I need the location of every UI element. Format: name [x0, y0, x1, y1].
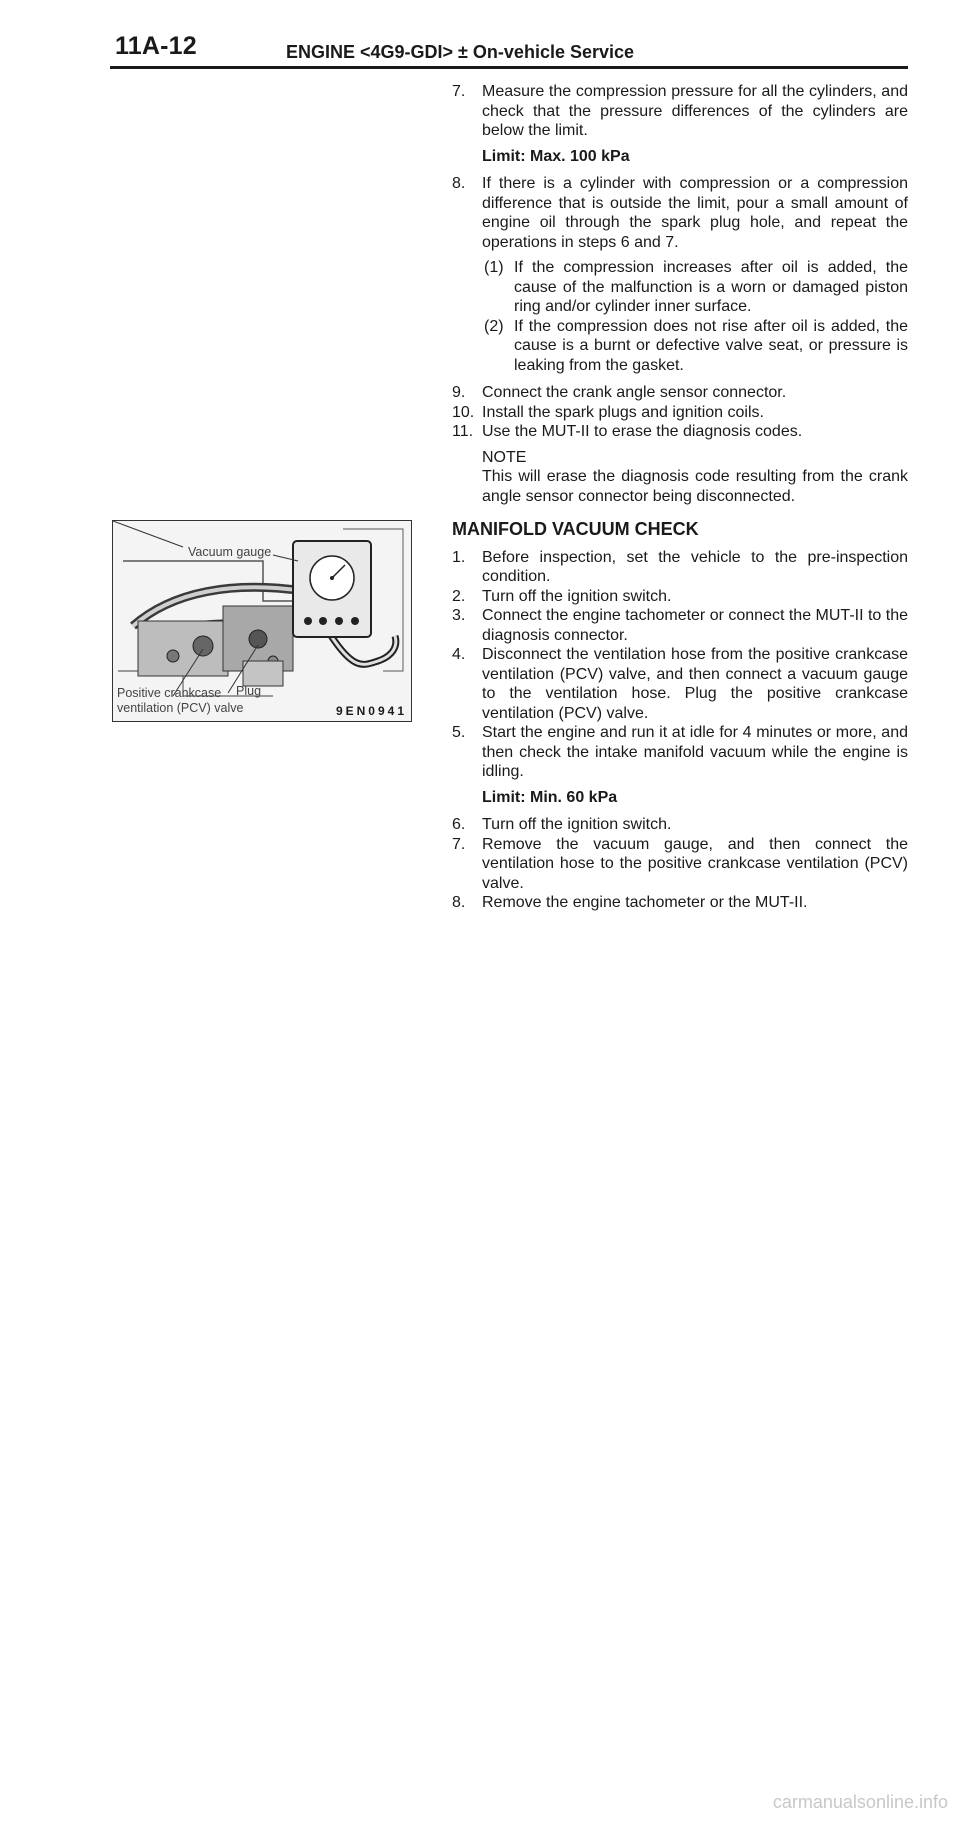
page-header — [110, 30, 908, 66]
header-rule — [110, 66, 908, 69]
compression-step-11 — [452, 422, 908, 442]
step-number: 4. — [452, 646, 466, 663]
manifold-step-4 — [452, 645, 908, 723]
label-plug: Plug — [236, 684, 262, 698]
compression-section — [452, 82, 908, 506]
step-text: Connect the engine tachometer or connect the MUT-II to the diagnosis connector. — [482, 607, 909, 644]
manifold-step-8 — [452, 893, 908, 913]
step-text: Remove the vacuum gauge, and then connect the ventilation hose to the positive crankcase ventilation (PCV) valve. — [482, 835, 908, 892]
step-number: 2. — [452, 587, 466, 605]
figure-code: 9EN0941 — [335, 704, 407, 718]
compression-step-7 — [452, 82, 908, 141]
footer-watermark: carmanualsonline.info — [772, 1792, 948, 1812]
manifold-step-7 — [452, 835, 908, 894]
step-number: 8. — [452, 894, 466, 911]
label-pcv-line1: Positive crankcase — [117, 686, 222, 700]
step-text: If there is a cylinder with compression or a compression difference that is outside the limit, pour a small amount of engine oil through the spark plug hole, and repeat the operations in steps 6 and 7. — [482, 175, 908, 251]
label-pcv-line2: ventilation (PCV) valve — [117, 701, 244, 715]
compression-step-8 — [452, 174, 908, 252]
step-text: Install the spark plugs and ignition coils. — [482, 403, 764, 421]
step-text: Measure the compression pressure for all the cylinders, and check that the pressure differences of the cylinders are below the limit. — [482, 83, 908, 139]
step-number: 7. — [452, 835, 466, 853]
step-text: Remove the engine tachometer or the MUT-II. — [482, 894, 808, 911]
step-text: Use the MUT-II to erase the diagnosis codes. — [482, 423, 803, 440]
substep-text: If the compression does not rise after oil is added, the cause is a burnt or defective valve seat, or pressure is leaking from the gasket. — [514, 317, 908, 374]
manifold-step-6 — [452, 815, 908, 835]
running-title: ENGINE <4G9-GDI> ± On-vehicle Service — [286, 42, 635, 62]
substep-number: (1) — [484, 259, 504, 276]
note-label: NOTE — [482, 448, 527, 466]
step-text: Connect the crank angle sensor connector. — [482, 384, 787, 401]
step-text: Turn off the ignition switch. — [482, 587, 672, 605]
step-number: 1. — [452, 548, 466, 566]
step-number: 5. — [452, 724, 466, 741]
compression-substep-1 — [452, 258, 908, 317]
step-number: 9. — [452, 384, 466, 401]
section-heading: MANIFOLD VACUUM CHECK — [452, 519, 699, 539]
step-number: 8. — [452, 175, 466, 192]
step-text: Start the engine and run it at idle for 4 minutes or more, and then check the intake manifold vacuum while the engine is idling. — [482, 724, 908, 780]
vacuum-gauge-figure — [112, 520, 412, 722]
step-text: Turn off the ignition switch. — [482, 816, 672, 833]
compression-step-9 — [452, 383, 908, 403]
substep-text: If the compression increases after oil is added, the cause of the malfunction is a worn or damaged piston ring and/or cylinder inner surface. — [514, 259, 908, 315]
manifold-section — [452, 520, 908, 913]
compression-limit: Limit: Max. 100 kPa — [482, 147, 630, 165]
step-number: 7. — [452, 83, 466, 100]
manifold-step-3 — [452, 606, 908, 645]
compression-substep-2 — [452, 317, 908, 376]
step-text: Before inspection, set the vehicle to the pre-inspection condition. — [482, 548, 908, 585]
manifold-limit: Limit: Min. 60 kPa — [482, 788, 618, 806]
label-vacuum-gauge: Vacuum gauge — [188, 545, 272, 559]
step-number: 6. — [452, 816, 466, 833]
manifold-step-2 — [452, 587, 908, 607]
manifold-step-5 — [452, 723, 908, 782]
manifold-step-1 — [452, 548, 908, 587]
substep-number: (2) — [484, 317, 504, 335]
step-number: 10. — [452, 403, 475, 421]
step-number: 11. — [452, 423, 474, 440]
page-number: 11A-12 — [115, 32, 197, 60]
step-number: 3. — [452, 607, 466, 624]
compression-step-10 — [452, 403, 908, 423]
step-text: Disconnect the ventilation hose from the positive crankcase ventilation (PCV) valve, and then connect a vacuum gauge to the ventilation hose. Plug the positive crankcase ventilation (PCV) valve. — [482, 646, 908, 722]
note-text: This will erase the diagnosis code resulting from the crank angle sensor connector being disconnected. — [482, 468, 908, 505]
